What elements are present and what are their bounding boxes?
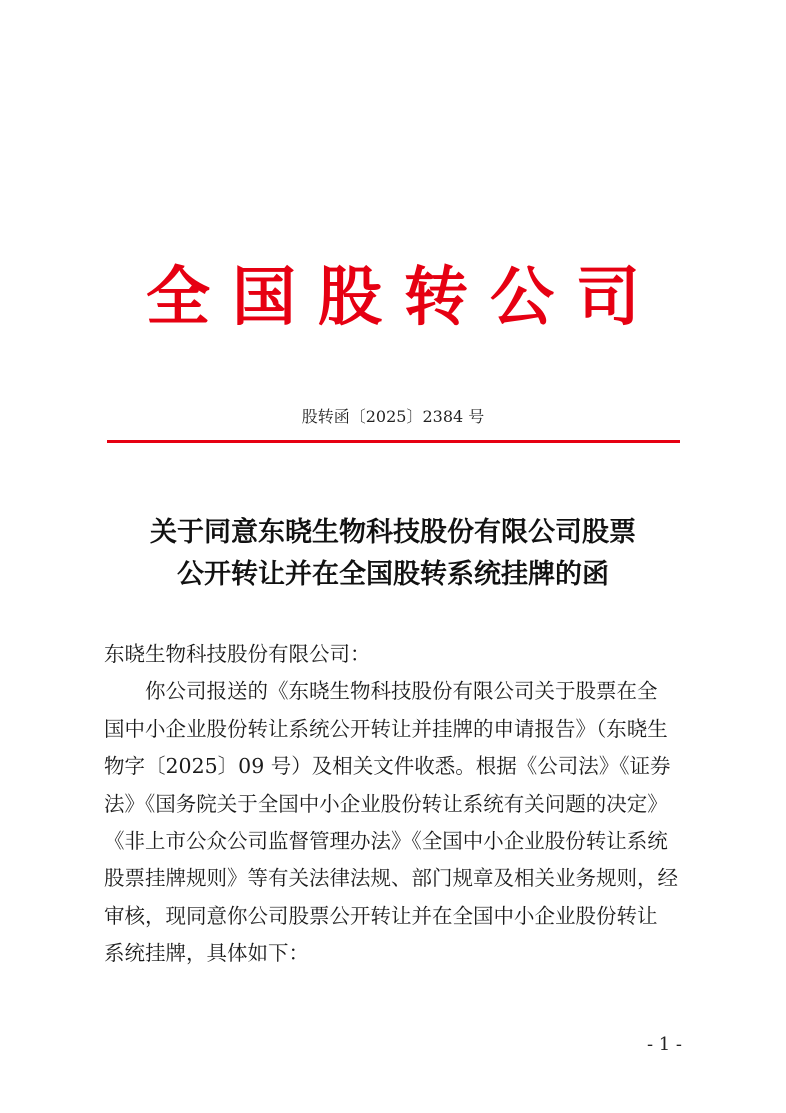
- document-title: [0, 512, 786, 596]
- document-body: [104, 636, 686, 973]
- issuer-letterhead-title: 全国股转公司: [146, 260, 662, 335]
- body-line: 国中小企业股份转让系统公开转让并挂牌的申请报告》（东晓生: [104, 716, 668, 741]
- body-line: 股票挂牌规则》等有关法律法规、部门规章及相关业务规则，经: [104, 866, 678, 891]
- document-title-line-1: 关于同意东晓生物科技股份有限公司股票: [150, 517, 636, 548]
- body-line: 系统挂牌，具体如下：: [104, 941, 309, 966]
- body-line: 物字〔2025〕09 号）及相关文件收悉。根据《公司法》《证券: [104, 754, 671, 779]
- body-line: 《非上市公众公司监督管理办法》《全国中小企业股份转让系统: [104, 829, 668, 854]
- salutation: 东晓生物科技股份有限公司：: [104, 642, 371, 666]
- letterhead-divider: [107, 440, 680, 443]
- document-title-line-2: 公开转让并在全国股转系统挂牌的函: [177, 559, 609, 590]
- document-number: 股转函〔2025〕2384 号: [301, 407, 485, 426]
- page-number: - 1 -: [646, 1034, 682, 1055]
- body-line: 法》《国务院关于全国中小企业股份转让系统有关问题的决定》: [104, 791, 668, 816]
- body-line: 你公司报送的《东晓生物科技股份有限公司关于股票在全: [145, 679, 658, 704]
- body-line: 审核，现同意你公司股票公开转让并在全国中小企业股份转让: [104, 903, 658, 928]
